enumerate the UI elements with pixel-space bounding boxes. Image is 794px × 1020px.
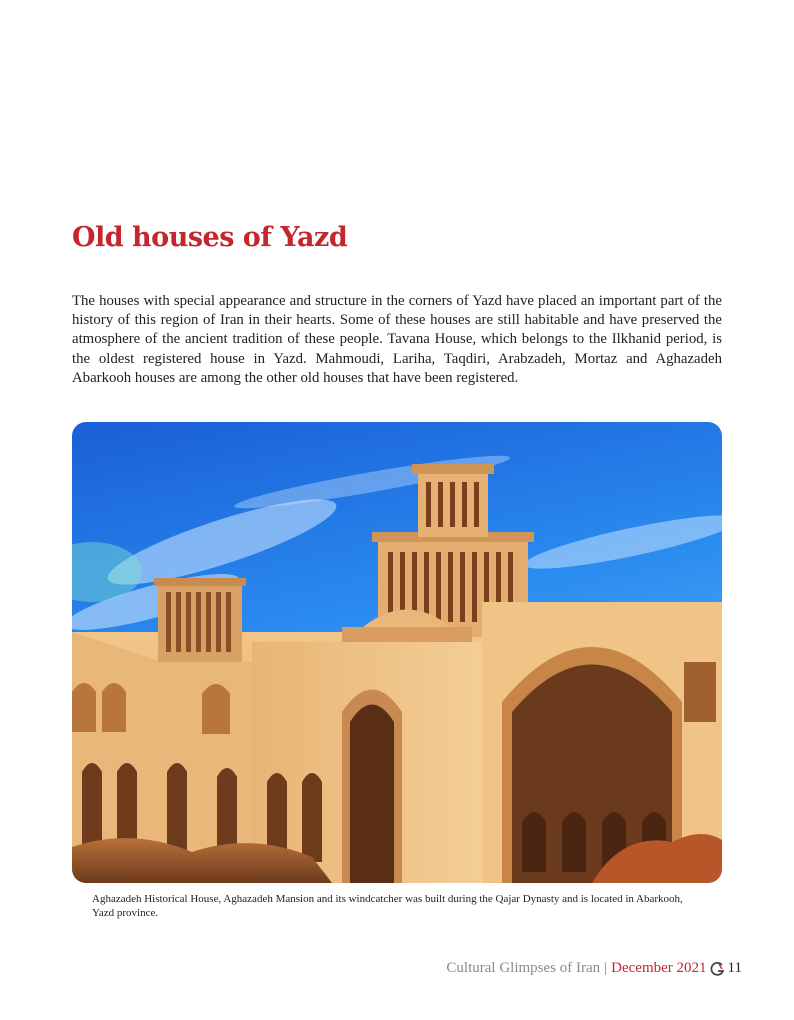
magazine-name: Cultural Glimpses of Iran <box>446 960 601 976</box>
photo-caption: Aghazadeh Historical House, Aghazadeh Mansion and its windcatcher was built during the Qajar Dynasty and is located in Abarkooh, Yazd province. <box>92 893 683 919</box>
page-footer <box>446 960 742 977</box>
page-number: 11 <box>727 960 742 976</box>
issue-date: December 2021 <box>611 960 707 976</box>
page-title: Old houses of Yazd <box>72 222 348 253</box>
article-body: The houses with special appearance and structure in the corners of Yazd have placed an important part of the history of this region of Iran in their hearts. Some of these houses are still habitable and have preserved the atmosphere of the ancient tradition of these people. Tavana House, which belongs to the Ilkhanid period, is the oldest registered house in Yazd. Mahmoudi, Lariha, Taqdiri, Arabzadeh, Mortaz and Aghazadeh Abarkooh houses are among the other old houses that have been registered. <box>72 293 722 386</box>
footer-separator: | <box>604 960 608 976</box>
cgi-logo-icon <box>710 961 726 977</box>
aghazadeh-house-photo <box>72 422 722 883</box>
